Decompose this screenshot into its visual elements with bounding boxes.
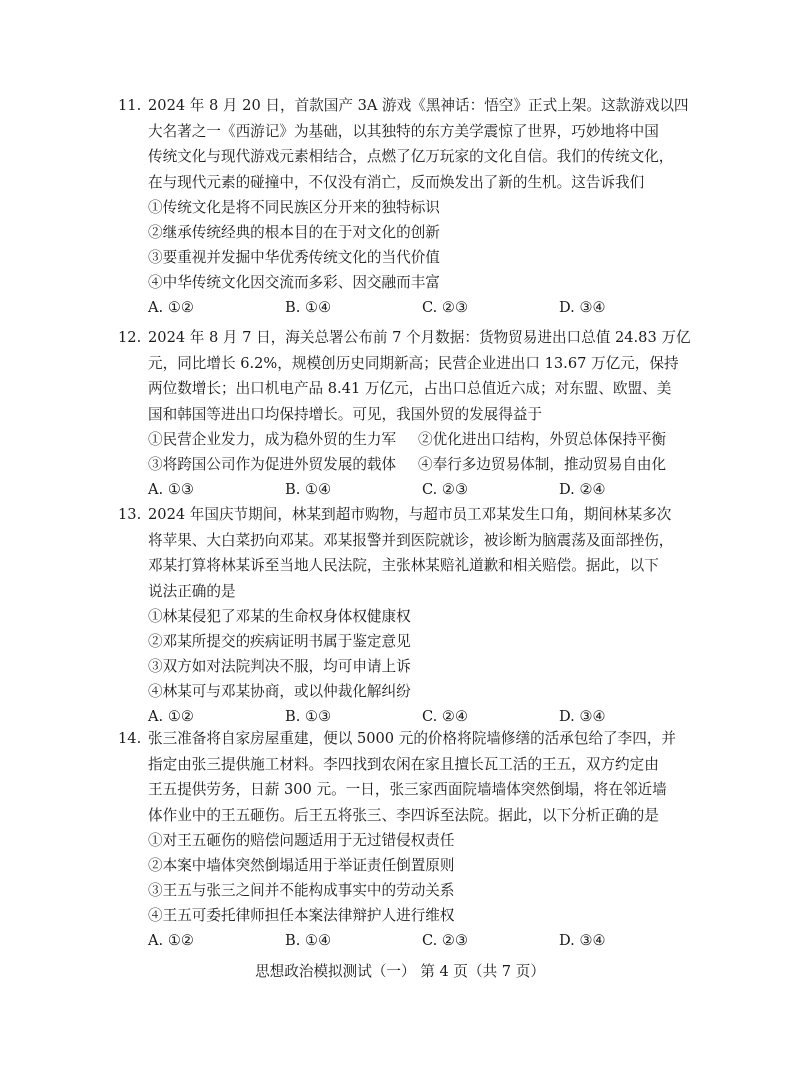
question-text: 体作业中的王五砸伤。后王五将张三、李四诉至法院。据此，以下分析正确的是 <box>148 806 659 824</box>
answer-choice-a: A. ①② <box>148 708 194 725</box>
statement: ②继承传统经典的根本目的在于对文化的创新 <box>148 224 440 241</box>
answer-choices <box>118 477 698 503</box>
statement: ②邓某所提交的疾病证明书属于鉴定意见 <box>148 633 411 650</box>
statement: ③要重视并发掘中华优秀传统文化的当代价值 <box>148 249 440 266</box>
statement: ①民营企业发力，成为稳外贸的生力军 <box>148 431 397 448</box>
statement: ④奉行多边贸易体制，推动贸易自由化 <box>418 456 667 473</box>
answer-choice-c: C. ②④ <box>422 708 469 725</box>
question-number: 14. <box>118 730 142 747</box>
statement: ④王五可委托律师担任本案法律辩护人进行维权 <box>148 907 455 924</box>
statement: ③双方如对法院判决不服，均可申请上诉 <box>148 658 411 675</box>
question-text: 指定由张三提供施工材料。李四找到农闲在家且擅长瓦工活的王五，双方约定由 <box>148 755 659 773</box>
answer-choice-a: A. ①② <box>148 932 194 949</box>
answer-choice-d: D. ③④ <box>559 932 606 949</box>
question-text: 说法正确的是 <box>148 582 236 600</box>
question-number: 13. <box>118 506 142 523</box>
answer-choice-b: B. ①④ <box>285 299 332 316</box>
question-text: 张三准备将自家房屋重建，便以 5000 元的价格将院墙修缮的活承包给了李四，并 <box>148 730 677 747</box>
question-text: 2024 年 8 月 7 日，海关总署公布前 7 个月数据：货物贸易进出口总值 24.83 万亿 <box>148 329 691 346</box>
answer-choice-a: A. ①③ <box>148 481 194 498</box>
question-text: 在与现代元素的碰撞中，不仅没有消亡，反而焕发出了新的生机。这告诉我们 <box>148 173 645 191</box>
statement: ①林某侵犯了邓某的生命权身体权健康权 <box>148 608 411 625</box>
answer-choices <box>118 928 698 954</box>
question-text: 元，同比增长 6.2%，规模创历史同期新高；民营企业进出口 13.67 万亿元，保持 <box>148 354 679 372</box>
question-text: 2024 年国庆节期间，林某到超市购物，与超市员工邓某发生口角，期间林某多次 <box>148 506 672 523</box>
question-text: 2024 年 8 月 20 日，首款国产 3A 游戏《黑神话：悟空》正式上架。这款游戏以四 <box>148 97 689 114</box>
question-12 <box>118 325 698 503</box>
statement: ④林某可与邓某协商，或以仲裁化解纠纷 <box>148 683 411 700</box>
answer-choice-b: B. ①④ <box>285 481 332 498</box>
question-number: 11. <box>118 97 142 114</box>
question-text: 将苹果、大白菜扔向邓某。邓某报警并到医院就诊，被诊断为脑震荡及面部挫伤， <box>148 531 674 549</box>
answer-choice-c: C. ②③ <box>422 481 469 498</box>
answer-choice-d: D. ③④ <box>559 708 606 725</box>
question-text: 王五提供劳务，日薪 300 元。一日，张三家西面院墙墙体突然倒塌，将在邻近墙 <box>148 781 667 798</box>
statement: ①对王五砸伤的赔偿问题适用于无过错侵权责任 <box>148 832 455 849</box>
answer-choice-c: C. ②③ <box>422 932 469 949</box>
question-text: 国和韩国等进出口均保持增长。可见，我国外贸的发展得益于 <box>148 405 543 423</box>
answer-choice-a: A. ①② <box>148 299 194 316</box>
question-text: 邓某打算将林某诉至当地人民法院，主张林某赔礼道歉和相关赔偿。据此，以下 <box>148 557 659 574</box>
question-13 <box>118 502 698 730</box>
answer-choice-b: B. ①④ <box>285 932 332 949</box>
answer-choice-c: C. ②③ <box>422 299 469 316</box>
answer-choice-b: B. ①③ <box>285 708 332 725</box>
question-14 <box>118 726 698 954</box>
question-number: 12. <box>118 329 142 346</box>
statement: ③将跨国公司作为促进外贸发展的载体 <box>148 456 397 473</box>
question-text: 传统文化与现代游戏元素相结合，点燃了亿万玩家的文化自信。我们的传统文化， <box>148 148 674 165</box>
statement: ②优化进出口结构，外贸总体保持平衡 <box>418 431 667 448</box>
answer-choices <box>118 295 698 321</box>
statement: ④中华传统文化因交流而多彩、因交融而丰富 <box>148 274 440 291</box>
page-footer: 思想政治模拟测试（一） 第 4 页（共 7 页） <box>255 963 545 980</box>
statement: ②本案中墙体突然倒塌适用于举证责任倒置原则 <box>148 857 455 874</box>
answer-choice-d: D. ②④ <box>559 481 606 498</box>
question-text: 两位数增长；出口机电产品 8.41 万亿元，占出口总值近六成；对东盟、欧盟、美 <box>148 380 672 397</box>
question-11 <box>118 93 698 321</box>
answer-choice-d: D. ③④ <box>559 299 606 316</box>
statement: ③王五与张三之间并不能构成事实中的劳动关系 <box>148 882 455 899</box>
statement: ①传统文化是将不同民族区分开来的独特标识 <box>148 199 440 216</box>
question-text: 大名著之一《西游记》为基础，以其独特的东方美学震惊了世界，巧妙地将中国 <box>148 122 659 140</box>
